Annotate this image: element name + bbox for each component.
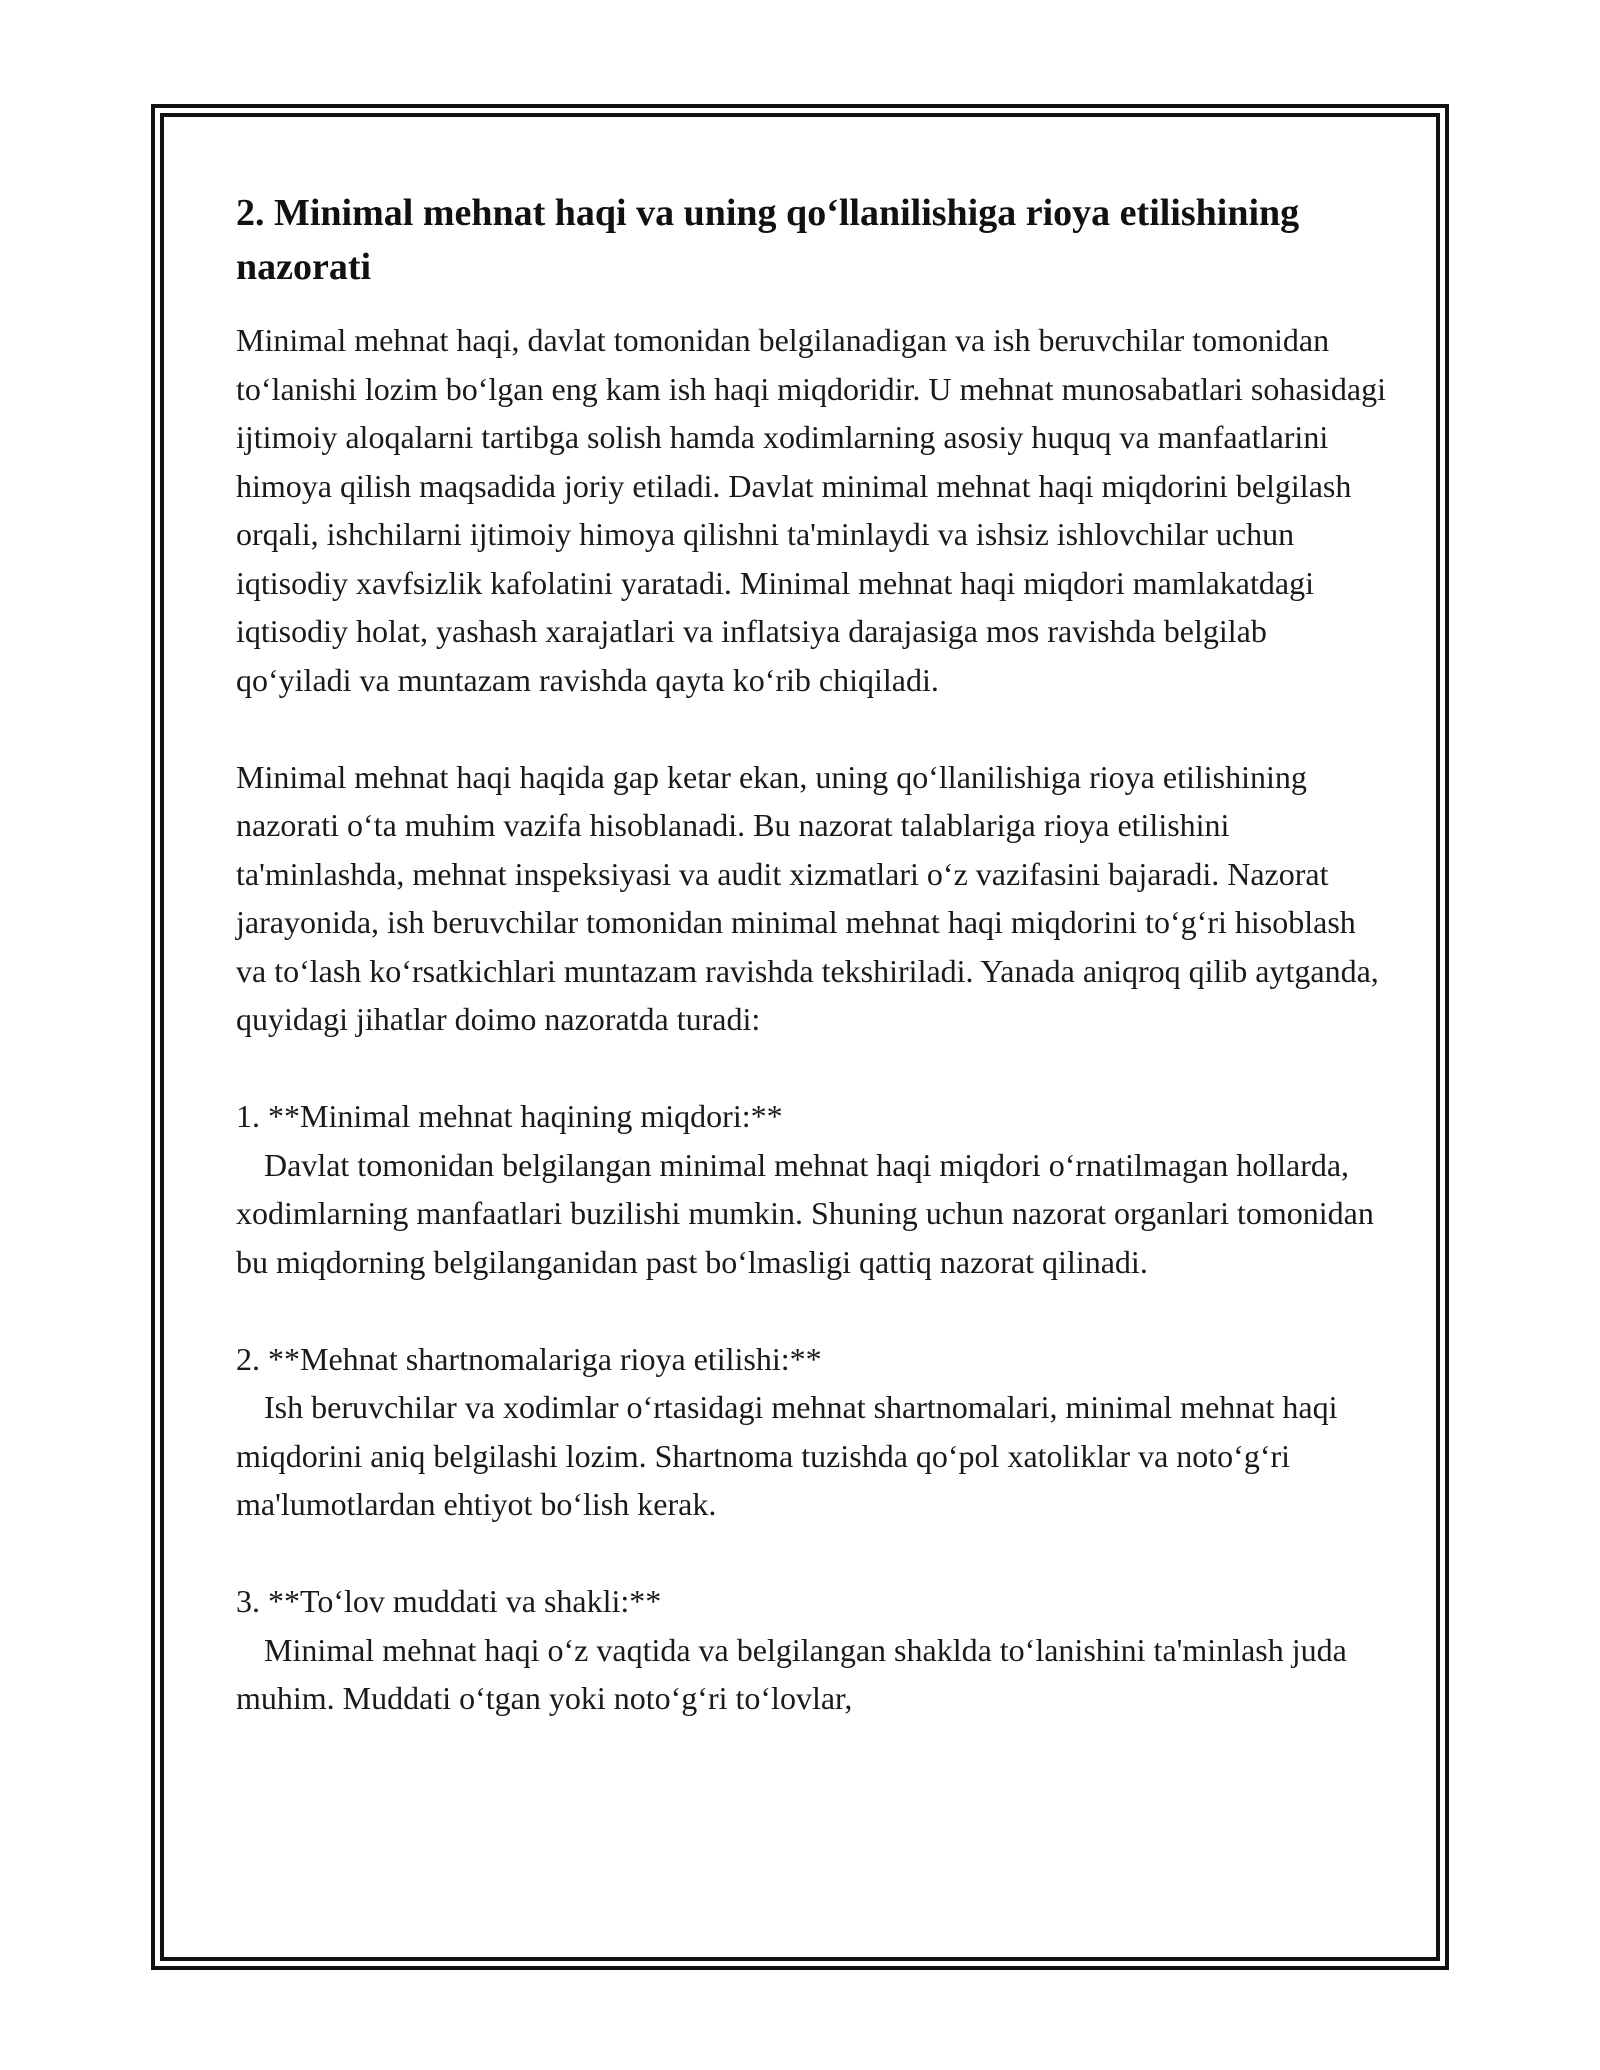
paragraph-spacer xyxy=(236,704,1386,753)
section-title: 2. Minimal mehnat haqi va uning qo‘llanilishiga rioya etilishining nazorati xyxy=(236,192,1300,288)
paragraph-spacer xyxy=(236,1044,1386,1093)
paragraph-spacer xyxy=(236,1529,1386,1578)
list-item xyxy=(236,1335,1386,1529)
paragraph-spacer xyxy=(236,1286,1386,1335)
list-item-heading: 1. **Minimal mehnat haqining miqdori:** xyxy=(236,1098,783,1134)
document-content xyxy=(236,186,1386,1723)
list-item-heading: 2. **Mehnat shartnomalariga rioya etilishi:** xyxy=(236,1340,822,1377)
list-item-body: Davlat tomonidan belgilangan minimal mehnat haqi miqdori o‘rnatilmagan hollarda, xodimlarning manfaatlari buzilishi mumkin. Shuning uchun nazorat organlari tomonidan bu miqdorning belgilanganidan past bo‘lmasligi qattiq nazorat qilinadi. xyxy=(236,1146,1374,1280)
list-item-body: Minimal mehnat haqi o‘z vaqtida va belgilangan shaklda to‘lanishini ta'minlash juda muhim. Muddati o‘tgan yoki noto‘g‘ri to‘lovlar, xyxy=(236,1631,1347,1716)
paragraph-control: Minimal mehnat haqi haqida gap ketar ekan, uning qo‘llanilishiga rioya etilishining nazorati o‘ta muhim vazifa hisoblanadi. Bu nazorat talablariga rioya etilishini ta'minlashda, mehnat inspeksiyasi va audit xizmatlari o‘z vazifasini bajaradi. Nazorat jarayonida, ish beruvchilar tomonidan minimal mehnat haqi miqdorini to‘g‘ri hisoblash va to‘lash ko‘rsatkichlari muntazam ravishda tekshiriladi. Yanada aniqroq qilib aytganda, quyidagi jihatlar doimo nazoratda turadi: xyxy=(236,758,1379,1037)
list-item-heading: 3. **To‘lov muddati va shakli:** xyxy=(236,1583,662,1619)
list-item xyxy=(236,1577,1386,1723)
list-item xyxy=(236,1092,1386,1286)
list-item-body: Ish beruvchilar va xodimlar o‘rtasidagi mehnat shartnomalari, minimal mehnat haqi miqdorini aniq belgilashi lozim. Shartnoma tuzishda qo‘pol xatoliklar va noto‘g‘ri ma'lumotlardan ehtiyot bo‘lish kerak. xyxy=(236,1389,1338,1522)
paragraph-intro: Minimal mehnat haqi, davlat tomonidan belgilanadigan va ish beruvchilar tomonidan to‘lanishi lozim bo‘lgan eng kam ish haqi miqdoridir. U mehnat munosabatlari sohasidagi ijtimoiy aloqalarni tartibga solish hamda xodimlarning asosiy huquq va manfaatlarini himoya qilish maqsadida joriy etiladi. Davlat minimal mehnat haqi miqdorini belgilash orqali, ishchilarni ijtimoiy himoya qilishni ta'minlaydi va ishsiz ishlovchilar uchun iqtisodiy xavfsizlik kafolatini yaratadi. Minimal mehnat haqi miqdori mamlakatdagi iqtisodiy holat, yashash xarajatlari va inflatsiya darajasiga mos ravishda belgilab qo‘yiladi va muntazam ravishda qayta ko‘rib chiqiladi. xyxy=(236,322,1387,698)
